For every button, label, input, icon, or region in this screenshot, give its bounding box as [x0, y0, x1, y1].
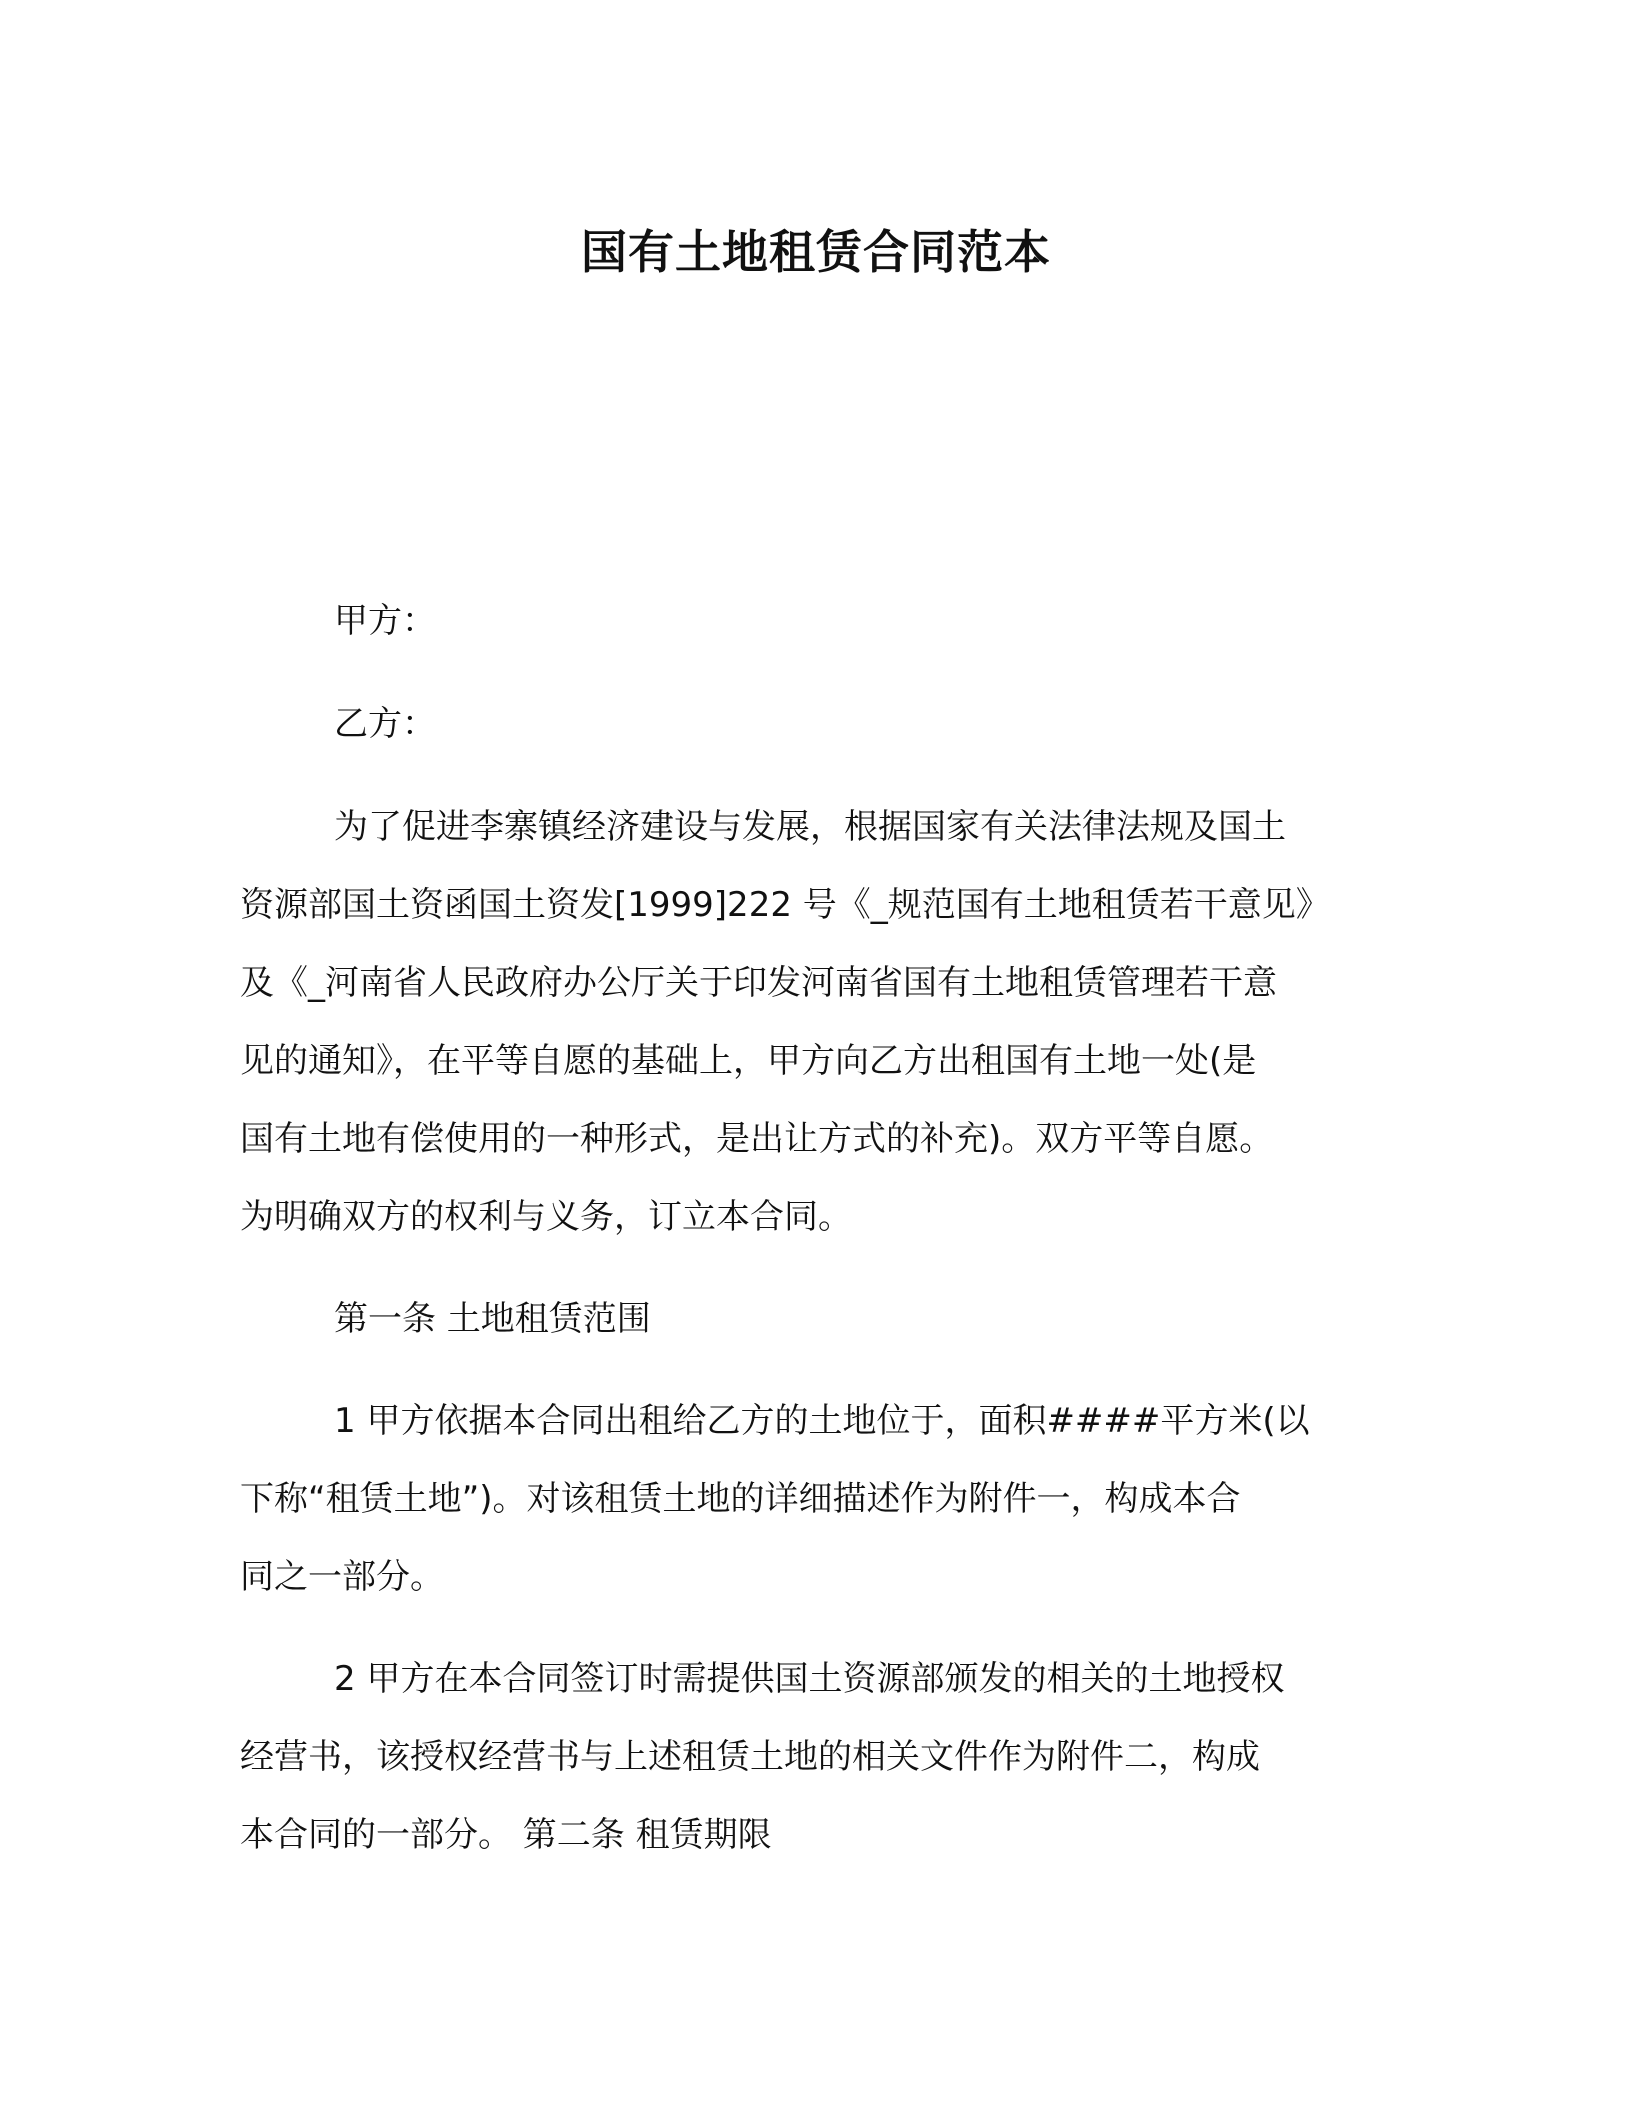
paragraph-line: 1 甲方依据本合同出租给乙方的土地位于，面积####平方米(以	[334, 1401, 1310, 1441]
article-1-heading	[240, 1280, 1400, 1358]
paragraph-line: 为了促进李寨镇经济建设与发展，根据国家有关法律法规及国土	[334, 807, 1286, 847]
paragraph-line: 2 甲方在本合同签订时需提供国土资源部颁发的相关的土地授权	[334, 1659, 1285, 1699]
article-heading-text: 第一条 土地租赁范围	[334, 1299, 651, 1339]
paragraph-line: 同之一部分。	[240, 1557, 444, 1597]
document-title: 国有土地租赁合同范本	[581, 225, 1051, 279]
paragraph-line: 资源部国土资函国土资发[1999]222 号《_规范国有土地租赁若干意见》	[240, 885, 1330, 925]
party-a-text: 甲方：	[334, 601, 436, 641]
party-b-label	[240, 685, 1400, 763]
party-a-label	[240, 582, 1400, 660]
paragraph-line: 下称“租赁土地”)。对该租赁土地的详细描述作为附件一，构成本合	[240, 1479, 1241, 1519]
party-b-text: 乙方：	[334, 704, 436, 744]
paragraph-line: 见的通知》，在平等自愿的基础上，甲方向乙方出租国有土地一处(是	[240, 1041, 1257, 1081]
paragraph-line: 为明确双方的权利与义务，订立本合同。	[240, 1197, 852, 1237]
clause-1-paragraph	[240, 1382, 1400, 1616]
paragraph-line: 国有土地有偿使用的一种形式，是出让方式的补充)。双方平等自愿。	[240, 1119, 1274, 1159]
paragraph-line: 及《_河南省人民政府办公厅关于印发河南省国有土地租赁管理若干意	[240, 963, 1277, 1003]
clause-2-paragraph	[240, 1640, 1400, 1874]
paragraph-line: 本合同的一部分。 第二条 租赁期限	[240, 1815, 772, 1855]
paragraph-line: 经营书，该授权经营书与上述租赁土地的相关文件作为附件二，构成	[240, 1737, 1260, 1777]
preamble-paragraph	[240, 788, 1400, 1256]
